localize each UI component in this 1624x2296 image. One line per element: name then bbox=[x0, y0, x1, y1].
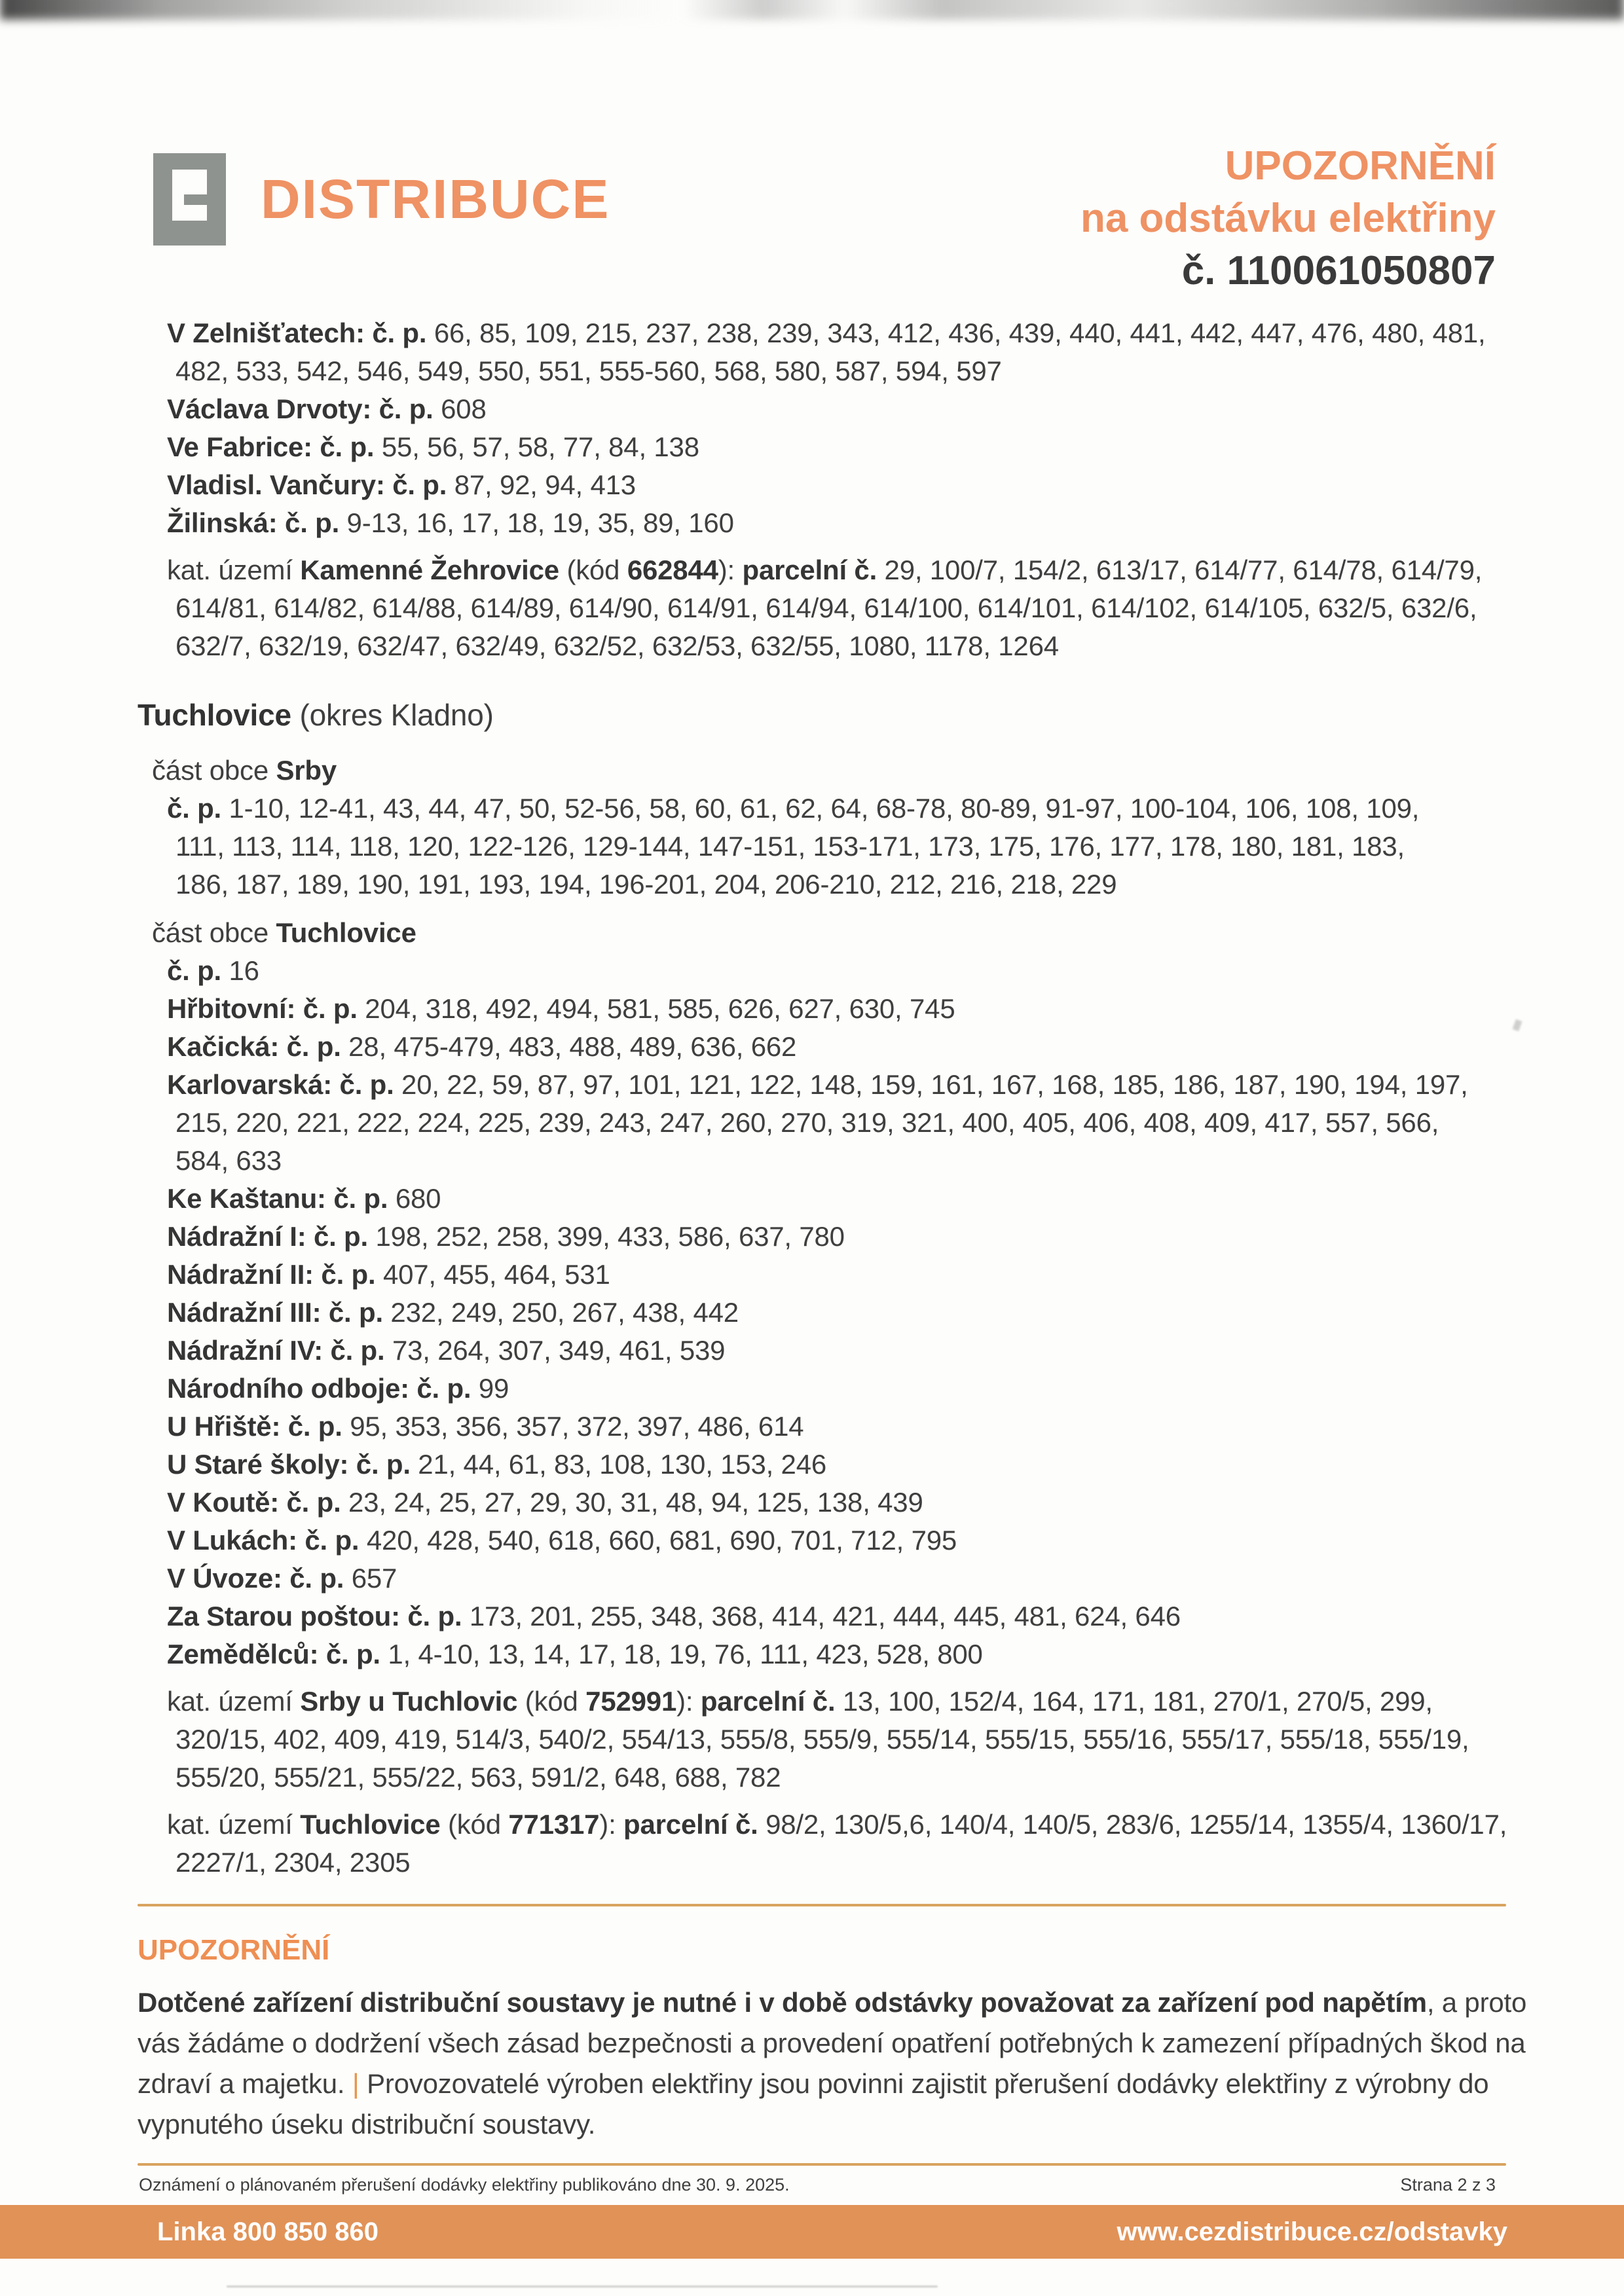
footer-url: www.cezdistribuce.cz/odstavky bbox=[1116, 2217, 1507, 2246]
notice-body bbox=[138, 314, 1527, 2145]
text-line: Nádražní III: č. p. 232, 249, 250, 267, 438, 442 bbox=[167, 1297, 739, 1328]
text-line: č. p. 16 bbox=[167, 955, 259, 986]
text-line: vás žádáme o dodržení všech zásad bezpečnosti a provedení opatření potřebných k zamezení případných škod na bbox=[138, 2028, 1526, 2058]
text-line: 215, 220, 221, 222, 224, 225, 239, 243, 247, 260, 270, 319, 321, 400, 405, 406, 408, 409, 417, 557, 566, bbox=[175, 1107, 1439, 1138]
scan-speck bbox=[1513, 1019, 1522, 1031]
text-line: 320/15, 402, 409, 419, 514/3, 540/2, 554/13, 555/8, 555/9, 555/14, 555/15, 555/16, 555/17, 555/18, 555/19, bbox=[175, 1724, 1469, 1755]
text-line: Ve Fabrice: č. p. 55, 56, 57, 58, 77, 84, 138 bbox=[167, 431, 699, 462]
text-line: kat. území Kamenné Žehrovice (kód 662844): parcelní č. 29, 100/7, 154/2, 613/17, 614/77, 614/78, 614/79, bbox=[167, 555, 1483, 585]
footer-bar bbox=[0, 2205, 1624, 2259]
footer-publication-note: Oznámení o plánovaném přerušení dodávky elektřiny publikováno dne 30. 9. 2025. bbox=[139, 2175, 790, 2195]
text-line: 555/20, 555/21, 555/22, 563, 591/2, 648, 688, 782 bbox=[175, 1762, 781, 1793]
notice-title-line1: UPOZORNĚNÍ bbox=[1225, 143, 1496, 189]
text-line: U Hřiště: č. p. 95, 353, 356, 357, 372, 397, 486, 614 bbox=[167, 1411, 804, 1442]
text-line: Za Starou poštou: č. p. 173, 201, 255, 348, 368, 414, 421, 444, 445, 481, 624, 646 bbox=[167, 1601, 1181, 1631]
scan-artifact-top bbox=[0, 0, 1624, 20]
scan-artifact-bottom bbox=[227, 2286, 938, 2287]
warning-title: UPOZORNĚNÍ bbox=[138, 1934, 330, 1966]
section-divider bbox=[138, 1904, 1506, 1906]
text-line: Žilinská: č. p. 9-13, 16, 17, 18, 19, 35, 89, 160 bbox=[167, 507, 734, 538]
text-line: V Koutě: č. p. 23, 24, 25, 27, 29, 30, 31, 48, 94, 125, 138, 439 bbox=[167, 1487, 923, 1518]
text-line: č. p. 1-10, 12-41, 43, 44, 47, 50, 52-56, 58, 60, 61, 62, 64, 68-78, 80-89, 91-97, 100-104, 106, 108, 109, bbox=[167, 793, 1420, 824]
text-line: kat. území Tuchlovice (kód 771317): parcelní č. 98/2, 130/5,6, 140/4, 140/5, 283/6, 1255/14, 1355/4, 1360/17, bbox=[167, 1809, 1507, 1840]
warning-paragraph bbox=[138, 1982, 1527, 2145]
brand-distribuce: DISTRIBUCE bbox=[261, 168, 610, 230]
text-line: Václava Drvoty: č. p. 608 bbox=[167, 393, 487, 424]
text-line: Vladisl. Vančury: č. p. 87, 92, 94, 413 bbox=[167, 469, 636, 500]
footer-divider bbox=[138, 2163, 1506, 2166]
text-line: V Úvoze: č. p. 657 bbox=[167, 1563, 397, 1594]
cez-logo-icon bbox=[153, 153, 226, 246]
text-line: 584, 633 bbox=[175, 1145, 282, 1176]
text-line: Nádražní IV: č. p. 73, 264, 307, 349, 461, 539 bbox=[167, 1335, 726, 1366]
text-line: V Lukách: č. p. 420, 428, 540, 618, 660, 681, 690, 701, 712, 795 bbox=[167, 1525, 957, 1556]
footer-phone: Linka 800 850 860 bbox=[157, 2217, 379, 2246]
text-line: Hřbitovní: č. p. 204, 318, 492, 494, 581, 585, 626, 627, 630, 745 bbox=[167, 993, 955, 1024]
text-line: zdraví a majetku. | Provozovatelé výroben elektřiny jsou povinni zajistit přerušení dodávky elektřiny z výrobny do bbox=[138, 2068, 1489, 2099]
text-line: Nádražní II: č. p. 407, 455, 464, 531 bbox=[167, 1259, 610, 1290]
text-line: 614/81, 614/82, 614/88, 614/89, 614/90, 614/91, 614/94, 614/100, 614/101, 614/102, 614/105, 632/5, 632/6, bbox=[175, 592, 1477, 623]
municipality-heading: Tuchlovice (okres Kladno) bbox=[138, 698, 494, 732]
notice-header bbox=[1080, 140, 1496, 297]
text-line: Dotčené zařízení distribuční soustavy je nutné i v době odstávky považovat za zařízení pod napětím, a proto bbox=[138, 1987, 1527, 2018]
text-line: V Zelnišťatech: č. p. 66, 85, 109, 215, 237, 238, 239, 343, 412, 436, 439, 440, 441, 442, 447, 476, 480, 481, bbox=[167, 318, 1486, 348]
text-line: Zemědělců: č. p. 1, 4-10, 13, 14, 17, 18, 19, 76, 111, 423, 528, 800 bbox=[167, 1639, 983, 1669]
text-line: kat. území Srby u Tuchlovic (kód 752991): parcelní č. 13, 100, 152/4, 164, 171, 181, 270/1, 270/5, 299, bbox=[167, 1686, 1433, 1717]
address-list bbox=[138, 314, 1509, 1882]
text-line: část obce Srby bbox=[152, 755, 337, 786]
footer-page-number: Strana 2 z 3 bbox=[1400, 2175, 1496, 2195]
text-line: 111, 113, 114, 118, 120, 122-126, 129-144, 147-151, 153-171, 173, 175, 176, 177, 178, 180, 181, 183, bbox=[175, 831, 1405, 862]
text-line: vypnutého úseku distribuční soustavy. bbox=[138, 2109, 596, 2140]
text-line: Nádražní I: č. p. 198, 252, 258, 399, 433, 586, 637, 780 bbox=[167, 1221, 845, 1252]
text-line: 632/7, 632/19, 632/47, 632/49, 632/52, 632/53, 632/55, 1080, 1178, 1264 bbox=[175, 630, 1059, 661]
text-line: část obce Tuchlovice bbox=[152, 917, 416, 948]
notice-title-line2: na odstávku elektřiny bbox=[1080, 196, 1496, 241]
text-line: Národního odboje: č. p. 99 bbox=[167, 1373, 509, 1404]
text-line: U Staré školy: č. p. 21, 44, 61, 83, 108, 130, 153, 246 bbox=[167, 1449, 827, 1480]
text-line: Kačická: č. p. 28, 475-479, 483, 488, 489, 636, 662 bbox=[167, 1031, 797, 1062]
text-line: 186, 187, 189, 190, 191, 193, 194, 196-201, 204, 206-210, 212, 216, 218, 229 bbox=[175, 869, 1117, 900]
text-line: 2227/1, 2304, 2305 bbox=[175, 1847, 411, 1878]
notice-number: č. 110061050807 bbox=[1181, 248, 1496, 293]
text-line: 482, 533, 542, 546, 549, 550, 551, 555-560, 568, 580, 587, 594, 597 bbox=[175, 355, 1002, 386]
text-line: Ke Kaštanu: č. p. 680 bbox=[167, 1183, 441, 1214]
text-line: Karlovarská: č. p. 20, 22, 59, 87, 97, 101, 121, 122, 148, 159, 161, 167, 168, 185, 186, 187, 190, 194, 197, bbox=[167, 1069, 1468, 1100]
